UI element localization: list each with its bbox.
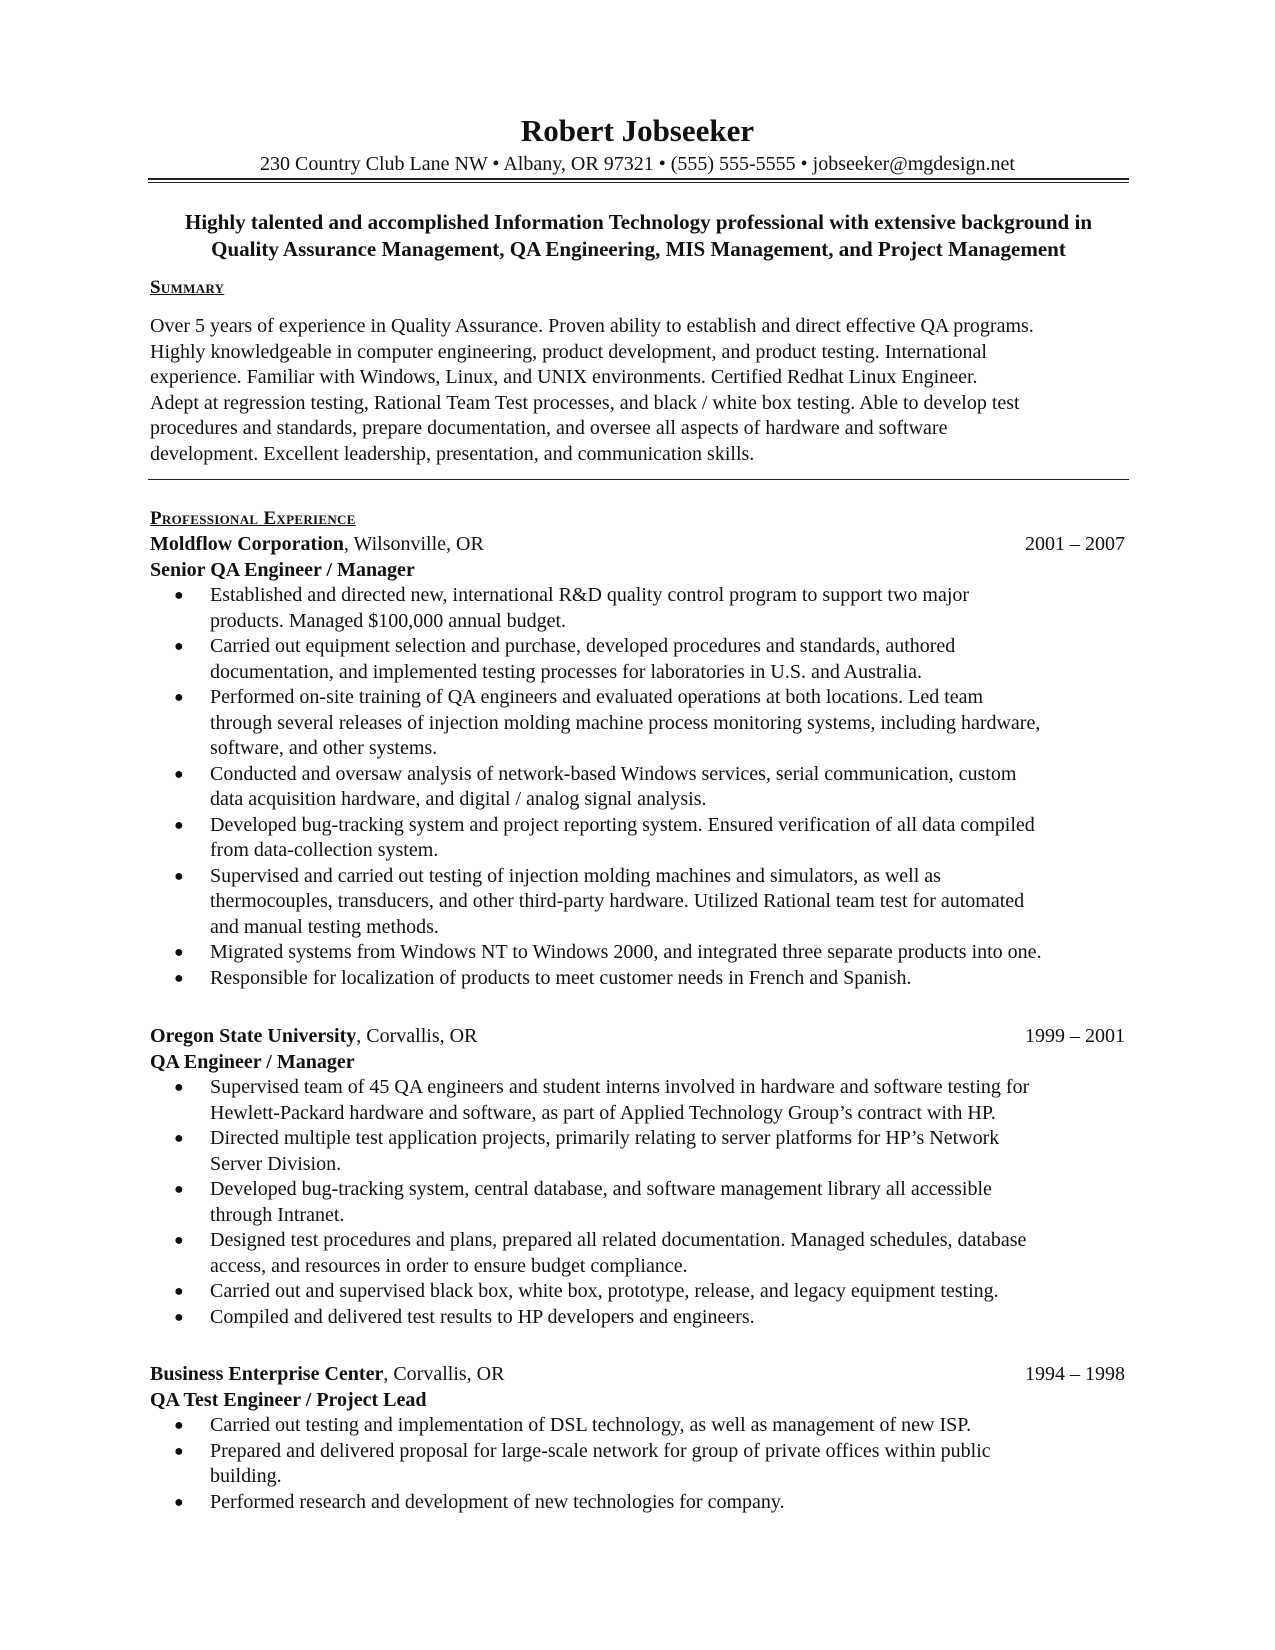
duty-line: Performed on-site training of QA engineers and evaluated operations at both locations. Led team — [210, 686, 984, 708]
duty-line: Supervised team of 45 QA engineers and student interns involved in hardware and software testing for — [210, 1076, 1030, 1098]
bullet-icon: ● — [174, 1283, 184, 1300]
bullet-icon: ● — [174, 1232, 184, 1249]
duty-line: Carried out testing and implementation of DSL technology, as well as management of new ISP. — [210, 1414, 972, 1436]
bullet-icon: ● — [174, 1130, 184, 1147]
job-title: QA Engineer / Manager — [150, 1051, 355, 1073]
job-duties — [150, 1075, 1125, 1330]
duty-line: Compiled and delivered test results to HP developers and engineers. — [210, 1305, 755, 1328]
duty-line: thermocouples, transducers, and other third-party hardware. Utilized Rational team test for automated — [210, 890, 1025, 912]
duty-line: products. Managed $100,000 annual budget. — [210, 609, 567, 632]
duty-line: access, and resources in order to ensure budget compliance. — [210, 1254, 688, 1277]
summary-line: procedures and standards, prepare documentation, and oversee all aspects of hardware and software — [150, 417, 948, 439]
duty-item — [150, 1490, 1125, 1516]
summary-line: experience. Familiar with Windows, Linux, and UNIX environments. Certified Redhat Linux Engineer. — [150, 366, 978, 388]
duty-line: Supervised and carried out testing of injection molding machines and simulators, as well as — [210, 864, 941, 887]
summary-line: Over 5 years of experience in Quality Assurance. Proven ability to establish and direct effective QA programs. — [150, 315, 1034, 337]
summary-line: development. Excellent leadership, presentation, and communication skills. — [150, 442, 755, 465]
duty-line: Developed bug-tracking system and project reporting system. Ensured verification of all data compiled — [210, 813, 1035, 836]
duty-line: Responsible for localization of products to meet customer needs in French and Spanish. — [210, 966, 912, 989]
bullet-icon: ● — [174, 816, 184, 834]
bullet-icon: ● — [174, 1079, 184, 1096]
bullet-icon: ● — [174, 765, 184, 783]
duty-line: Directed multiple test application projects, primarily relating to server platforms for HP’s Network — [210, 1127, 1000, 1149]
duty-item — [150, 1439, 1125, 1490]
bullet-icon: ● — [174, 638, 184, 655]
job-duties — [150, 1413, 1125, 1515]
summary-divider — [148, 479, 1129, 480]
headline — [148, 209, 1129, 263]
company-location: , Corvallis, OR — [356, 1025, 478, 1047]
bullet-icon: ● — [174, 587, 184, 604]
summary-line: Highly knowledgeable in computer engineering, product development, and product testing. International — [150, 340, 987, 363]
duty-line: documentation, and implemented testing processes for laboratories in U.S. and Australia. — [210, 660, 923, 683]
bullet-icon: ● — [174, 867, 184, 885]
bullet-icon: ● — [174, 969, 184, 987]
duty-line: data acquisition hardware, and digital / analog signal analysis. — [210, 788, 707, 810]
applicant-name: Robert Jobseeker — [520, 113, 755, 148]
duty-line: and manual testing methods. — [210, 915, 439, 938]
duty-line: Developed bug-tracking system, central database, and software management library all accessible — [210, 1178, 992, 1200]
duty-line: Prepared and delivered proposal for large-scale network for group of private offices within public — [210, 1439, 991, 1462]
company-name: Moldflow Corporation — [150, 533, 344, 555]
job-duties — [150, 583, 1125, 991]
duty-line: Carried out and supervised black box, white box, prototype, release, and legacy equipment testing. — [210, 1280, 999, 1302]
duty-item — [150, 1413, 1125, 1439]
duty-line: Performed research and development of new technologies for company. — [210, 1490, 785, 1513]
job-title: Senior QA Engineer / Manager — [150, 559, 415, 581]
duty-item — [150, 1305, 1125, 1331]
headline-line: Quality Assurance Management, QA Engineering, MIS Management, and Project Management — [211, 237, 1066, 261]
duty-item — [150, 685, 1125, 762]
duty-item — [150, 634, 1125, 685]
duty-item — [150, 940, 1125, 966]
duty-item — [150, 1126, 1125, 1177]
duty-item — [150, 1228, 1125, 1279]
job-entry — [150, 532, 1125, 991]
duty-item — [150, 1075, 1125, 1126]
duty-line: building. — [210, 1465, 282, 1487]
duty-item — [150, 864, 1125, 941]
duty-line: Carried out equipment selection and purchase, developed procedures and standards, authored — [210, 635, 956, 657]
bullet-icon: ● — [174, 1181, 184, 1198]
job-header — [150, 532, 1125, 557]
company-location: , Corvallis, OR — [383, 1363, 505, 1385]
contact-line: 230 Country Club Lane NW • Albany, OR 97321 • (555) 555-5555 • jobseeker@mgdesign.net — [260, 153, 1015, 175]
duty-item — [150, 813, 1125, 864]
duty-item — [150, 762, 1125, 813]
bullet-icon: ● — [174, 944, 184, 961]
job-header — [150, 1024, 1125, 1049]
summary-heading: Summary — [150, 277, 225, 298]
job-title: QA Test Engineer / Project Lead — [150, 1389, 427, 1411]
duty-item — [150, 1279, 1125, 1305]
job-entry — [150, 1362, 1125, 1515]
bullet-icon: ● — [174, 1417, 184, 1434]
bullet-icon: ● — [174, 1442, 184, 1460]
duty-line: Designed test procedures and plans, prepared all related documentation. Managed schedules, database — [210, 1229, 1027, 1251]
bullet-icon: ● — [174, 1493, 184, 1511]
summary-line: Adept at regression testing, Rational Team Test processes, and black / white box testing. Able to develop test — [150, 391, 1020, 414]
duty-item — [150, 583, 1125, 634]
duty-line: through Intranet. — [210, 1203, 345, 1226]
bullet-icon: ● — [174, 1308, 184, 1326]
duty-line: through several releases of injection molding machine process monitoring systems, including hardware, — [210, 711, 1041, 734]
headline-line: Highly talented and accomplished Information Technology professional with extensive background in — [184, 210, 1092, 234]
job-entry — [150, 1024, 1125, 1330]
summary-text — [150, 314, 1130, 467]
job-header — [150, 1362, 1125, 1387]
company-name: Oregon State University — [150, 1025, 357, 1047]
duty-line: Established and directed new, international R&D quality control program to support two major — [210, 584, 970, 606]
header-divider — [148, 178, 1129, 183]
duty-line: Migrated systems from Windows NT to Windows 2000, and integrated three separate products into one. — [210, 941, 1042, 963]
company-name: Business Enterprise Center — [150, 1363, 384, 1385]
duty-line: Conducted and oversaw analysis of network-based Windows services, serial communication, custom — [210, 762, 1017, 785]
duty-item — [150, 1177, 1125, 1228]
duty-line: Hewlett-Packard hardware and software, as part of Applied Technology Group’s contract with HP. — [210, 1101, 996, 1124]
job-dates: 1994 – 1998 — [1025, 1363, 1125, 1385]
job-dates: 2001 – 2007 — [1025, 533, 1125, 555]
bullet-icon: ● — [174, 689, 184, 706]
job-dates: 1999 – 2001 — [1025, 1025, 1125, 1047]
duty-item — [150, 966, 1125, 992]
duty-line: from data-collection system. — [210, 839, 439, 861]
duty-line: Server Division. — [210, 1152, 342, 1175]
experience-heading: Professional Experience — [150, 508, 356, 529]
company-location: , Wilsonville, OR — [343, 533, 484, 555]
duty-line: software, and other systems. — [210, 737, 438, 759]
